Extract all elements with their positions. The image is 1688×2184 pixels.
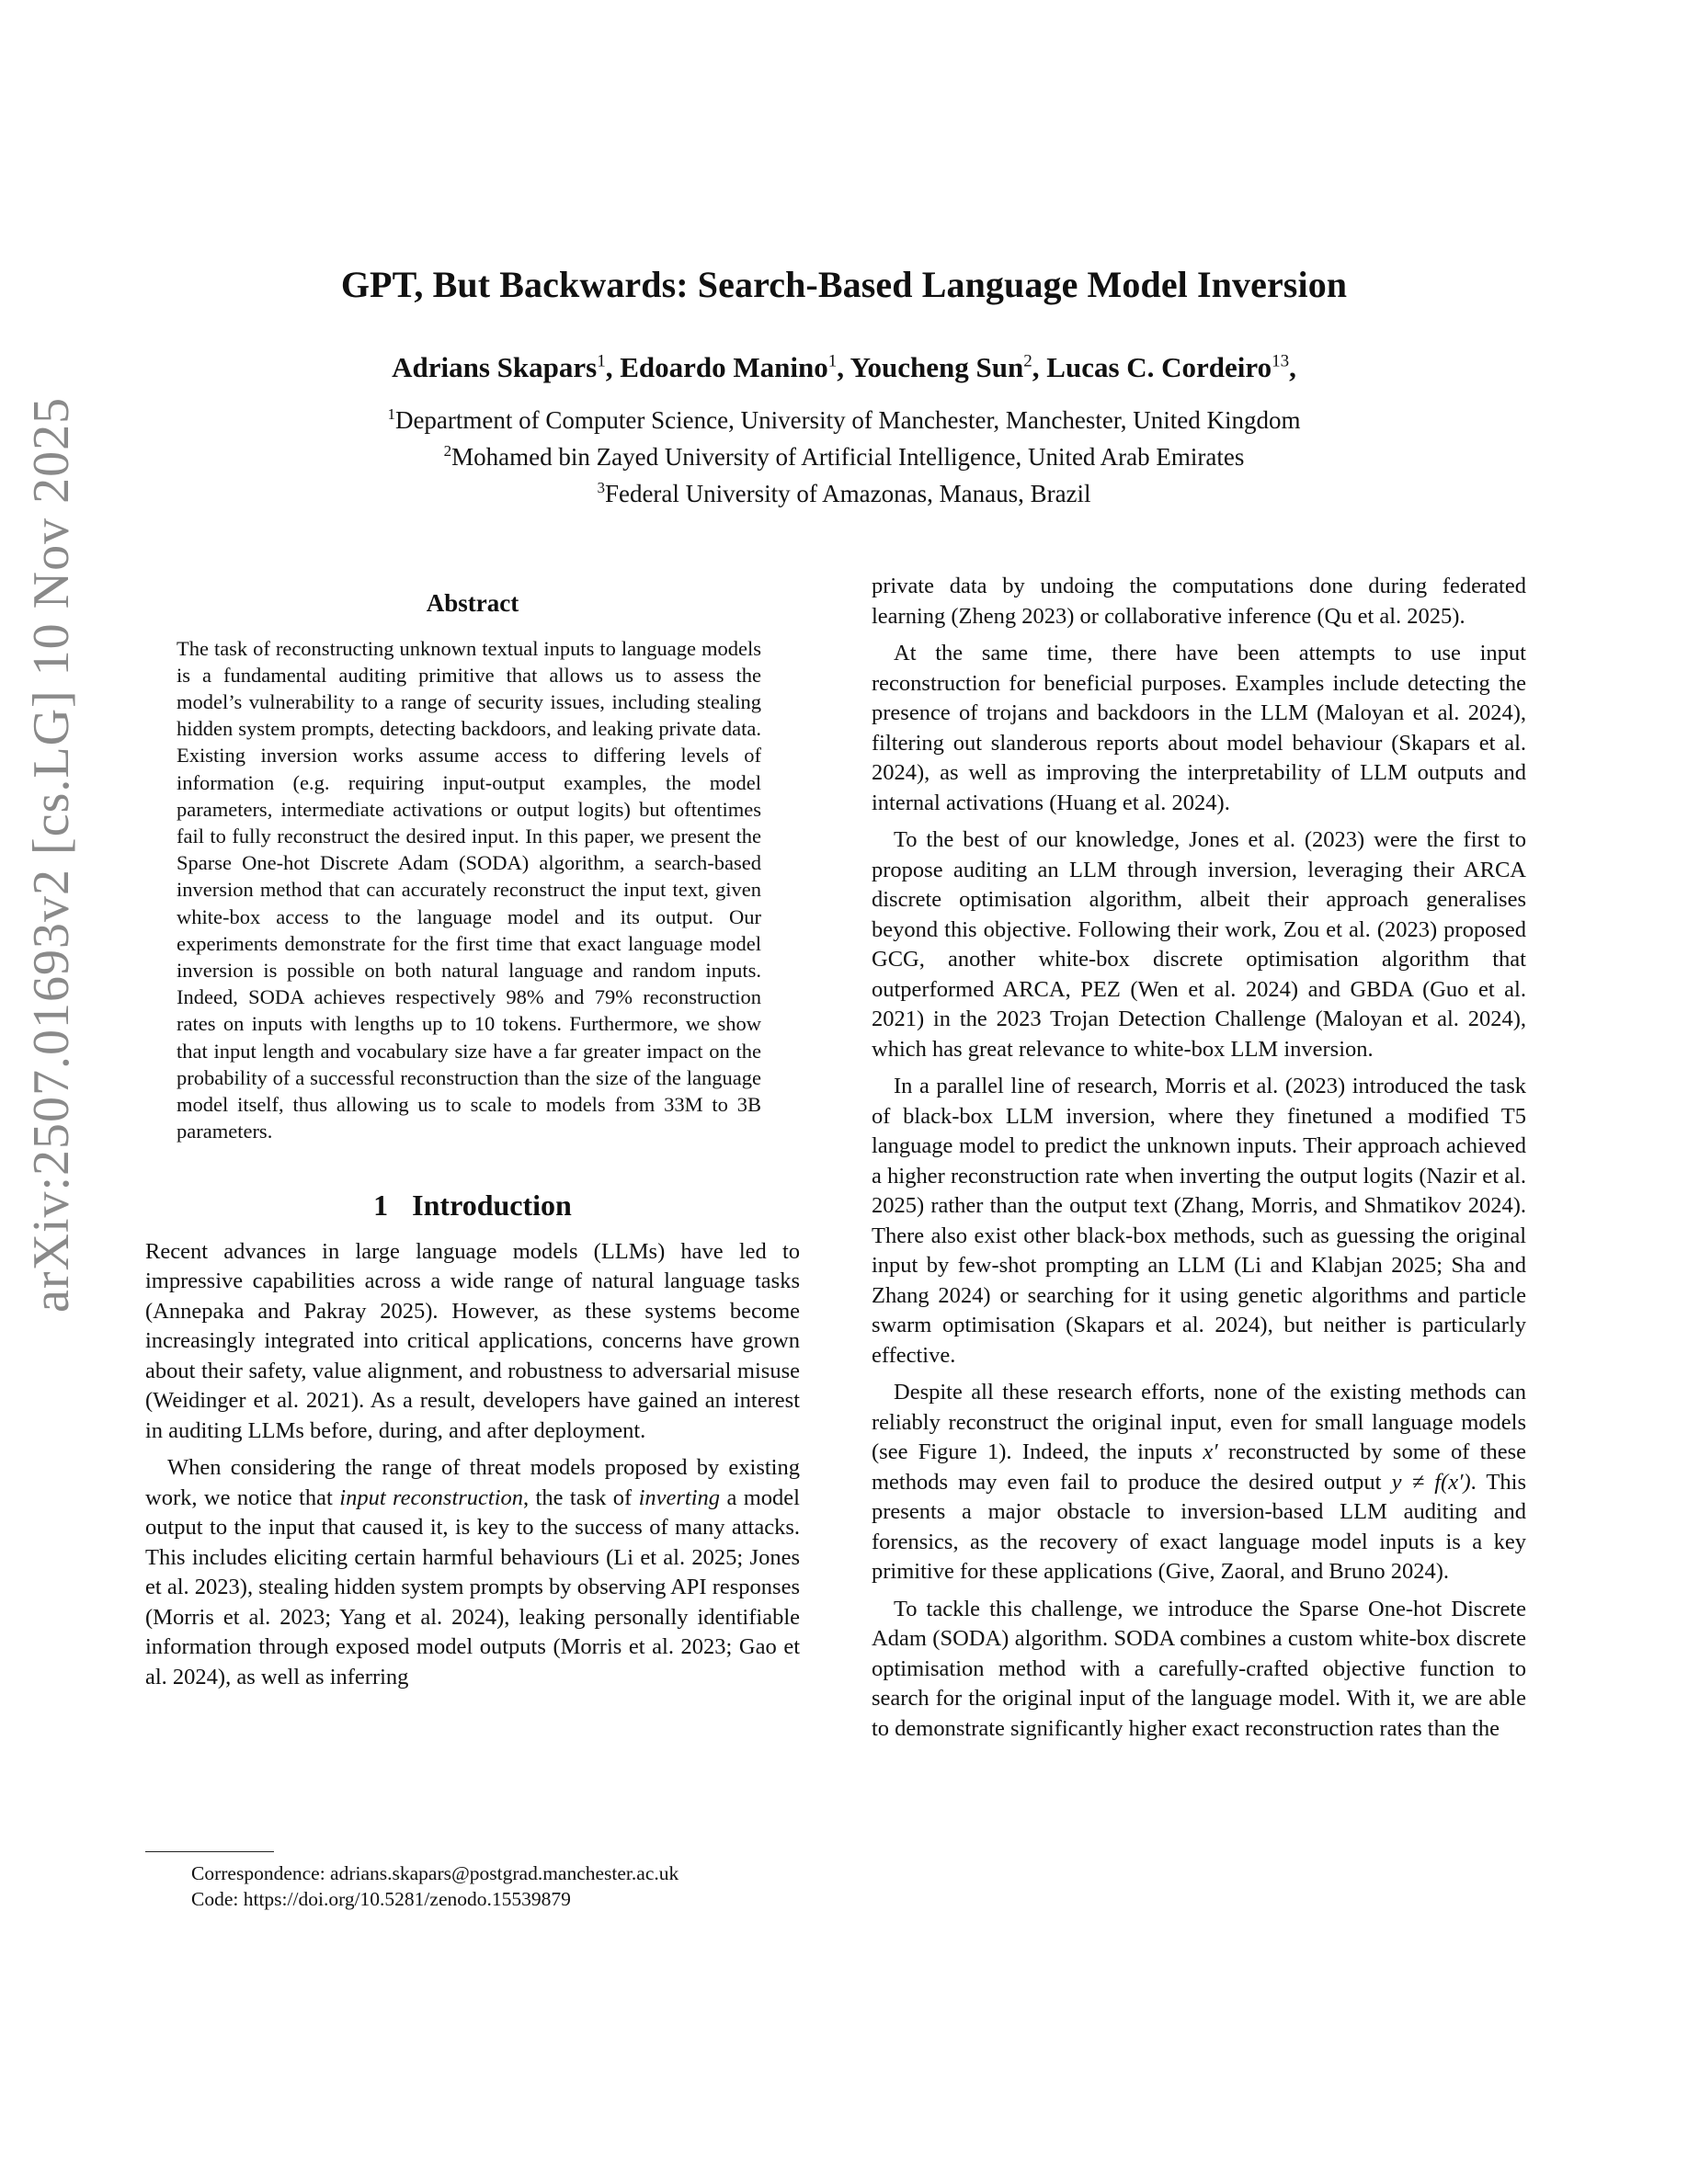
author-separator: , <box>837 351 850 383</box>
right-column <box>872 572 1526 1744</box>
author-affil-mark: 1 <box>827 351 838 371</box>
author-name: Adrians Skapars <box>392 351 598 383</box>
abstract-text: The task of reconstructing unknown textual inputs to language models is a fundamental auditing primitive that allows us to assess the model’s vulnerability to a range of security issues, including stealing hidden system prompts, detecting backdoors, and leaking private data. Existing inversion works assume access to differing levels of information (e.g. requiring input-output examples, the model parameters, intermediate activations or output logits) but oftentimes fail to fully reconstruct the desired input. In this paper, we present the Sparse One-hot Discrete Adam (SODA) algorithm, a search-based inversion method that can accurately reconstruct the input text, given white-box access to the language model and its output. Our experiments demonstrate for the first time that exact language model inversion is possible on both natural language and random inputs. Indeed, SODA achieves respectively 98% and 79% reconstruction rates on inputs with lengths up to 10 tokens. Furthermore, we show that input length and vocabulary size have a far greater impact on the probability of a successful reconstruction than the size of the language model itself, thus allowing us to scale to models from 33M to 3B parameters. <box>177 636 761 1143</box>
affil-text: Federal University of Amazonas, Manaus, Brazil <box>604 480 1091 507</box>
section-number: 1 <box>373 1189 389 1223</box>
intro-paragraph-continued: private data by undoing the computations done during federated learning (Zheng 2023) or collaborative inference (Qu et al. 2025). <box>872 574 1526 629</box>
affiliation-line <box>0 472 1688 509</box>
intro-paragraph <box>872 1378 1526 1587</box>
affil-mark: 1 <box>387 405 395 423</box>
text-run: reconstructed by some of these methods may even fail to produce the desired output <box>872 1439 1526 1495</box>
intro-paragraph <box>145 1453 800 1692</box>
affil-text: Mohamed bin Zayed University of Artificial Intelligence, United Arab Emirates <box>451 443 1245 471</box>
author-name: Lucas C. Cordeiro <box>1046 351 1272 383</box>
author-affil-mark: 2 <box>1023 351 1032 371</box>
intro-paragraph: In a parallel line of research, Morris et al. (2023) introduced the task of black-box LLM inversion, where they finetuned a modified T5 language model to predict the unknown inputs. Their approach achieved a higher reconstruction rate when inverting the output logits (Nazir et al. 2025) rather than the output text (Zhang, Morris, and Shmatikov 2024). There also exist other black-box methods, such as guessing the original input by few-shot prompting an LLM (Li and Klabjan 2025; Sha and Zhang 2024) or searching for it using genetic algorithms and particle swarm optimisation (Skapars et al. 2024), but neither is particularly effective. <box>872 1074 1526 1368</box>
author-affil-mark: 1 <box>597 351 606 371</box>
author-affil-mark: 13 <box>1272 351 1290 371</box>
text-run: . This presents a major obstacle to inversion-based LLM auditing and forensics, as the recovery of exact language model inputs is a key primitive for these applications (Give, Zaoral, and Bruno 2024). <box>872 1469 1526 1584</box>
author-separator: , <box>605 351 621 383</box>
intro-paragraph: At the same time, there have been attempts to use input reconstruction for beneficial purposes. Examples include detecting the presence of trojans and backdoors in the LLM (Maloyan et al. 2024), filtering out slanderous reports about model behaviour (Skapars et al. 2024), as well as improving the interpretability of LLM outputs and internal activations (Huang et al. 2024). <box>872 641 1526 815</box>
intro-paragraph: To the best of our knowledge, Jones et al. (2023) were the first to propose auditing an LLM through inversion, leveraging their ARCA discrete optimisation algorithm, albeit their approach generalises beyond this objective. Following their work, Zou et al. (2023) proposed GCG, another white-box discrete optimisation algorithm that outperformed ARCA, PEZ (Wen et al. 2024) and GBDA (Guo et al. 2021) in the 2023 Trojan Detection Challenge (Maloyan et al. 2024), which has great relevance to white-box LLM inversion. <box>872 827 1526 1062</box>
footnote-rule <box>145 1851 274 1852</box>
author-name: Youcheng Sun <box>850 351 1024 383</box>
arxiv-stamp: arXiv:2507.01693v2 [cs.LG] 10 Nov 2025 <box>23 396 80 1313</box>
text-run: a model output to the input that caused it, is key to the success of many attacks. This includes eliciting certain harmful behaviours (Li et al. 2025; Jones et al. 2023), stealing hidden system prompts by observing API responses (Morris et al. 2023; Yang et al. 2024), leaking personally identifiable information through exposed model outputs (Morris et al. 2023; Gao et al. 2024), as well as inferring <box>145 1484 800 1689</box>
footnote-code: Code: https://doi.org/10.5281/zenodo.15539879 <box>191 1888 571 1910</box>
math-inline: x′ <box>1203 1439 1218 1464</box>
paper-title: GPT, But Backwards: Search-Based Language Model Inversion <box>340 264 1348 305</box>
footnote-correspondence: Correspondence: adrians.skapars@postgrad.manchester.ac.uk <box>191 1862 679 1884</box>
author-separator: , <box>1032 351 1047 383</box>
intro-paragraph: Recent advances in large language models (LLMs) have led to impressive capabilities across a wide range of natural language tasks (Annepaka and Pakray 2025). However, as these systems become increasingly integrated into critical applications, concerns have grown about their safety, value alignment, and robustness to adversarial misuse (Weidinger et al. 2021). As a result, developers have gained an interest in auditing LLMs before, during, and after deployment. <box>145 1238 800 1443</box>
section-title: Introduction <box>412 1189 572 1223</box>
math-inline: y ≠ f(x′) <box>1391 1469 1471 1495</box>
emphasis: inverting <box>638 1484 721 1510</box>
author-list <box>0 351 1688 384</box>
affil-mark: 2 <box>443 442 452 460</box>
intro-paragraph: To tackle this challenge, we introduce the Sparse One-hot Discrete Adam (SODA) algorithm. SODA combines a custom white-box discrete optimisation method with a carefully-crafted objective function to search for the original input of the language model. With it, we are able to demonstrate significantly higher exact reconstruction rates than the <box>872 1596 1526 1741</box>
affiliation-line <box>0 399 1688 436</box>
text-run: , the task of <box>523 1484 639 1510</box>
text-run: Despite all these research efforts, none of the existing methods can reliably reconstruct the original input, even for small language models (see Figure 1). Indeed, the inputs <box>872 1380 1526 1464</box>
emphasis: input reconstruction <box>339 1484 524 1510</box>
affil-text: Department of Computer Science, University of Manchester, Manchester, United Kingdom <box>394 406 1301 434</box>
abstract-heading: Abstract <box>426 589 519 617</box>
affil-mark: 3 <box>597 479 605 496</box>
affiliation-line <box>0 436 1688 472</box>
author-name: Edoardo Manino <box>620 351 828 383</box>
author-separator: , <box>1289 351 1296 383</box>
section-heading-introduction <box>145 1190 800 1221</box>
affiliation-list <box>0 399 1688 509</box>
text-run: When considering the range of threat models proposed by existing work, we notice that <box>145 1455 800 1510</box>
footnotes <box>191 1860 835 1912</box>
left-column <box>145 588 800 1692</box>
